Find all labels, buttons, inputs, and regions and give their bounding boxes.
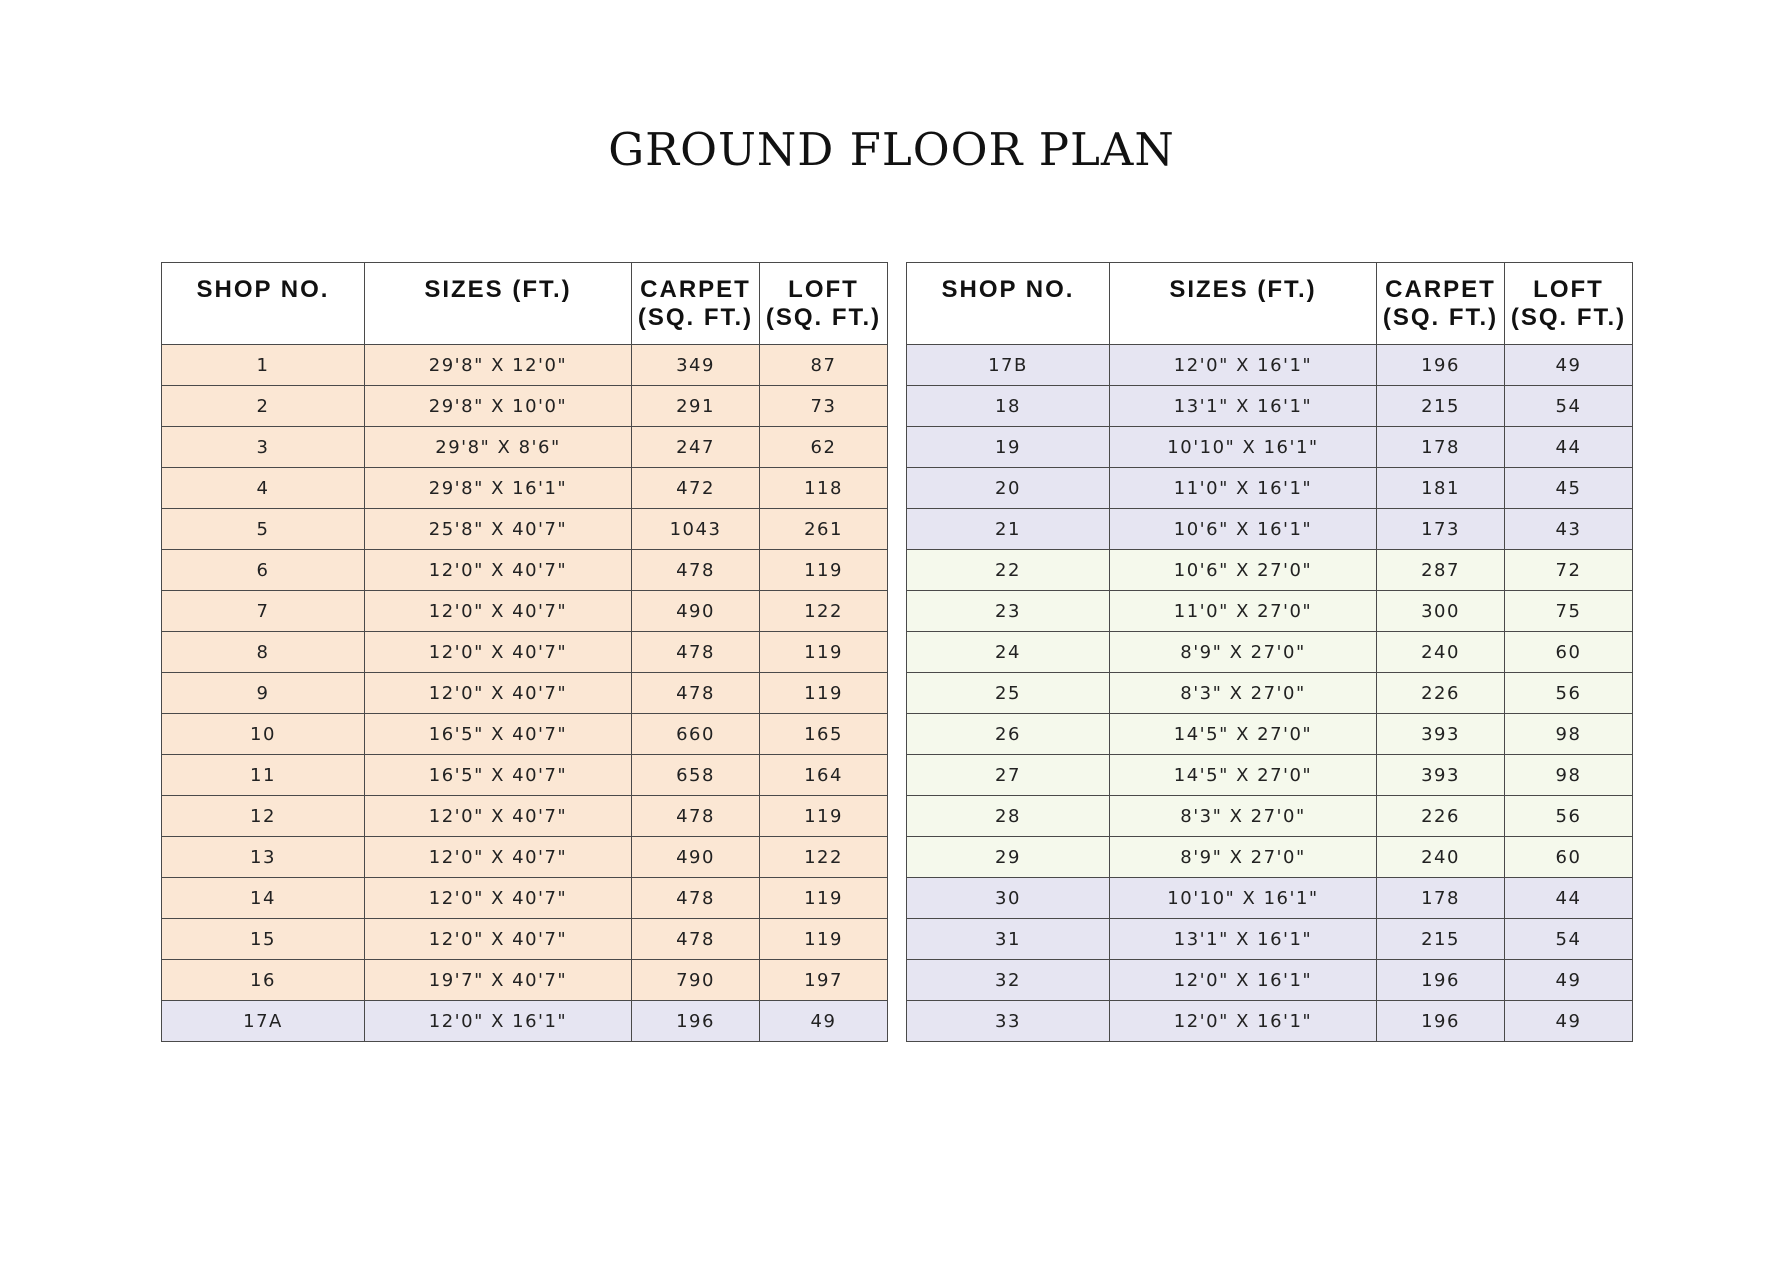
size-cell: 8'9" X 27'0": [1110, 632, 1377, 673]
loft-cell: 75: [1505, 591, 1633, 632]
header-carpet: CARPET (SQ. FT.): [632, 263, 760, 345]
size-cell: 11'0" X 16'1": [1110, 468, 1377, 509]
size-cell: 12'0" X 16'1": [1110, 345, 1377, 386]
loft-cell: 56: [1505, 673, 1633, 714]
shop-no-cell: 25: [907, 673, 1110, 714]
loft-cell: 43: [1505, 509, 1633, 550]
table-row: [907, 837, 1633, 878]
size-cell: 10'6" X 27'0": [1110, 550, 1377, 591]
carpet-cell: 287: [1377, 550, 1505, 591]
shop-no-cell: 15: [162, 919, 365, 960]
carpet-cell: 181: [1377, 468, 1505, 509]
table-row: [907, 427, 1633, 468]
shop-no-cell: 19: [907, 427, 1110, 468]
header-shop-no: SHOP NO.: [162, 263, 365, 345]
loft-cell: 261: [760, 509, 888, 550]
shop-no-cell: 30: [907, 878, 1110, 919]
carpet-cell: 478: [632, 796, 760, 837]
table-row: [907, 1001, 1633, 1042]
shop-no-cell: 17A: [162, 1001, 365, 1042]
carpet-cell: 472: [632, 468, 760, 509]
loft-cell: 73: [760, 386, 888, 427]
shop-no-cell: 33: [907, 1001, 1110, 1042]
carpet-cell: 226: [1377, 673, 1505, 714]
table-row: [162, 591, 888, 632]
carpet-cell: 291: [632, 386, 760, 427]
size-cell: 13'1" X 16'1": [1110, 386, 1377, 427]
table-row: [162, 673, 888, 714]
loft-cell: 122: [760, 591, 888, 632]
table-row: [907, 960, 1633, 1001]
shop-table-right: [906, 262, 1633, 1042]
loft-cell: 98: [1505, 714, 1633, 755]
loft-cell: 45: [1505, 468, 1633, 509]
carpet-cell: 196: [632, 1001, 760, 1042]
shop-no-cell: 7: [162, 591, 365, 632]
size-cell: 12'0" X 40'7": [365, 632, 632, 673]
table-row: [907, 632, 1633, 673]
loft-cell: 44: [1505, 878, 1633, 919]
loft-cell: 62: [760, 427, 888, 468]
loft-cell: 119: [760, 632, 888, 673]
shop-no-cell: 24: [907, 632, 1110, 673]
shop-no-cell: 22: [907, 550, 1110, 591]
size-cell: 16'5" X 40'7": [365, 755, 632, 796]
size-cell: 29'8" X 8'6": [365, 427, 632, 468]
shop-no-cell: 32: [907, 960, 1110, 1001]
table-row: [162, 386, 888, 427]
carpet-cell: 240: [1377, 837, 1505, 878]
carpet-cell: 478: [632, 632, 760, 673]
table-row: [162, 427, 888, 468]
size-cell: 8'3" X 27'0": [1110, 673, 1377, 714]
carpet-cell: 790: [632, 960, 760, 1001]
shop-no-cell: 13: [162, 837, 365, 878]
loft-cell: 44: [1505, 427, 1633, 468]
table-row: [907, 468, 1633, 509]
carpet-cell: 215: [1377, 386, 1505, 427]
size-cell: 12'0" X 40'7": [365, 591, 632, 632]
table-row: [907, 591, 1633, 632]
size-cell: 10'10" X 16'1": [1110, 878, 1377, 919]
loft-cell: 54: [1505, 386, 1633, 427]
size-cell: 13'1" X 16'1": [1110, 919, 1377, 960]
table-row: [907, 509, 1633, 550]
carpet-cell: 478: [632, 550, 760, 591]
table-row: [162, 509, 888, 550]
shop-no-cell: 3: [162, 427, 365, 468]
size-cell: 12'0" X 40'7": [365, 878, 632, 919]
table-row: [907, 345, 1633, 386]
size-cell: 12'0" X 16'1": [1110, 1001, 1377, 1042]
size-cell: 29'8" X 16'1": [365, 468, 632, 509]
table-row: [162, 550, 888, 591]
header-shop-no: SHOP NO.: [907, 263, 1110, 345]
table-header-row: [907, 263, 1633, 345]
table-row: [907, 755, 1633, 796]
shop-no-cell: 11: [162, 755, 365, 796]
carpet-cell: 349: [632, 345, 760, 386]
table-row: [907, 919, 1633, 960]
carpet-cell: 478: [632, 878, 760, 919]
size-cell: 10'6" X 16'1": [1110, 509, 1377, 550]
shop-no-cell: 21: [907, 509, 1110, 550]
loft-cell: 54: [1505, 919, 1633, 960]
carpet-cell: 393: [1377, 755, 1505, 796]
carpet-cell: 1043: [632, 509, 760, 550]
table-row: [162, 755, 888, 796]
page-title: GROUND FLOOR PLAN: [608, 123, 1175, 176]
table-row: [162, 837, 888, 878]
size-cell: 19'7" X 40'7": [365, 960, 632, 1001]
size-cell: 12'0" X 40'7": [365, 796, 632, 837]
shop-no-cell: 12: [162, 796, 365, 837]
shop-no-cell: 20: [907, 468, 1110, 509]
carpet-cell: 178: [1377, 427, 1505, 468]
carpet-cell: 240: [1377, 632, 1505, 673]
carpet-cell: 196: [1377, 1001, 1505, 1042]
shop-no-cell: 6: [162, 550, 365, 591]
table-row: [907, 386, 1633, 427]
carpet-cell: 196: [1377, 960, 1505, 1001]
carpet-cell: 658: [632, 755, 760, 796]
size-cell: 14'5" X 27'0": [1110, 714, 1377, 755]
shop-no-cell: 2: [162, 386, 365, 427]
loft-cell: 119: [760, 550, 888, 591]
header-sizes: SIZES (FT.): [365, 263, 632, 345]
loft-cell: 119: [760, 878, 888, 919]
shop-no-cell: 26: [907, 714, 1110, 755]
size-cell: 29'8" X 12'0": [365, 345, 632, 386]
size-cell: 12'0" X 40'7": [365, 837, 632, 878]
table-row: [162, 632, 888, 673]
header-loft: LOFT (SQ. FT.): [760, 263, 888, 345]
carpet-cell: 173: [1377, 509, 1505, 550]
loft-cell: 164: [760, 755, 888, 796]
shop-no-cell: 5: [162, 509, 365, 550]
table-row: [907, 550, 1633, 591]
size-cell: 8'9" X 27'0": [1110, 837, 1377, 878]
carpet-cell: 178: [1377, 878, 1505, 919]
carpet-cell: 300: [1377, 591, 1505, 632]
loft-cell: 118: [760, 468, 888, 509]
shop-no-cell: 29: [907, 837, 1110, 878]
table-header-row: [162, 263, 888, 345]
carpet-cell: 196: [1377, 345, 1505, 386]
table-row: [907, 714, 1633, 755]
size-cell: 25'8" X 40'7": [365, 509, 632, 550]
size-cell: 16'5" X 40'7": [365, 714, 632, 755]
size-cell: 12'0" X 16'1": [365, 1001, 632, 1042]
table-row: [162, 960, 888, 1001]
loft-cell: 197: [760, 960, 888, 1001]
carpet-cell: 478: [632, 919, 760, 960]
table-row: [162, 714, 888, 755]
carpet-cell: 490: [632, 837, 760, 878]
loft-cell: 119: [760, 796, 888, 837]
shop-no-cell: 14: [162, 878, 365, 919]
size-cell: 14'5" X 27'0": [1110, 755, 1377, 796]
table-row: [907, 673, 1633, 714]
loft-cell: 49: [1505, 1001, 1633, 1042]
loft-cell: 60: [1505, 837, 1633, 878]
shop-no-cell: 17B: [907, 345, 1110, 386]
shop-no-cell: 16: [162, 960, 365, 1001]
loft-cell: 49: [1505, 345, 1633, 386]
size-cell: 12'0" X 16'1": [1110, 960, 1377, 1001]
shop-no-cell: 10: [162, 714, 365, 755]
shop-no-cell: 28: [907, 796, 1110, 837]
shop-no-cell: 9: [162, 673, 365, 714]
loft-cell: 119: [760, 673, 888, 714]
table-row: [162, 919, 888, 960]
carpet-cell: 660: [632, 714, 760, 755]
loft-cell: 49: [1505, 960, 1633, 1001]
loft-cell: 119: [760, 919, 888, 960]
table-row: [162, 345, 888, 386]
header-carpet: CARPET (SQ. FT.): [1377, 263, 1505, 345]
loft-cell: 56: [1505, 796, 1633, 837]
size-cell: 29'8" X 10'0": [365, 386, 632, 427]
table-row: [162, 878, 888, 919]
carpet-cell: 226: [1377, 796, 1505, 837]
shop-no-cell: 8: [162, 632, 365, 673]
table-row: [162, 1001, 888, 1042]
header-loft: LOFT (SQ. FT.): [1505, 263, 1633, 345]
loft-cell: 72: [1505, 550, 1633, 591]
table-row: [907, 878, 1633, 919]
shop-table-left: [161, 262, 888, 1042]
table-row: [162, 796, 888, 837]
shop-no-cell: 18: [907, 386, 1110, 427]
table-body: [907, 345, 1633, 1042]
loft-cell: 60: [1505, 632, 1633, 673]
carpet-cell: 393: [1377, 714, 1505, 755]
table-row: [907, 796, 1633, 837]
shop-no-cell: 1: [162, 345, 365, 386]
shop-no-cell: 31: [907, 919, 1110, 960]
table-body: [162, 345, 888, 1042]
table-row: [162, 468, 888, 509]
loft-cell: 49: [760, 1001, 888, 1042]
carpet-cell: 490: [632, 591, 760, 632]
size-cell: 10'10" X 16'1": [1110, 427, 1377, 468]
size-cell: 8'3" X 27'0": [1110, 796, 1377, 837]
loft-cell: 165: [760, 714, 888, 755]
header-sizes: SIZES (FT.): [1110, 263, 1377, 345]
size-cell: 11'0" X 27'0": [1110, 591, 1377, 632]
size-cell: 12'0" X 40'7": [365, 673, 632, 714]
shop-no-cell: 23: [907, 591, 1110, 632]
shop-no-cell: 27: [907, 755, 1110, 796]
size-cell: 12'0" X 40'7": [365, 919, 632, 960]
loft-cell: 122: [760, 837, 888, 878]
carpet-cell: 247: [632, 427, 760, 468]
size-cell: 12'0" X 40'7": [365, 550, 632, 591]
loft-cell: 98: [1505, 755, 1633, 796]
carpet-cell: 215: [1377, 919, 1505, 960]
shop-no-cell: 4: [162, 468, 365, 509]
loft-cell: 87: [760, 345, 888, 386]
carpet-cell: 478: [632, 673, 760, 714]
